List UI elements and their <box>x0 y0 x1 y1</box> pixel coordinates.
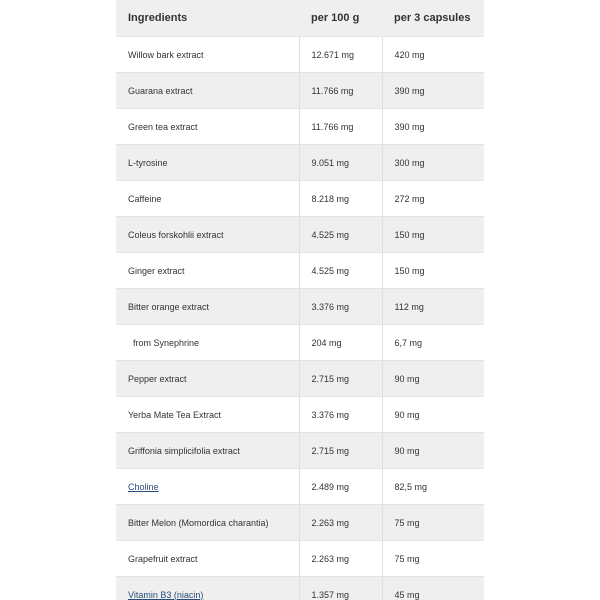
ingredient-name: from Synephrine <box>116 325 299 361</box>
amount-per-3-capsules: 6,7 mg <box>382 325 484 361</box>
ingredient-name: Griffonia simplicifolia extract <box>116 433 299 469</box>
amount-per-100g: 9.051 mg <box>299 145 382 181</box>
ingredient-name: Bitter Melon (Momordica charantia) <box>116 505 299 541</box>
amount-per-100g: 1.357 mg <box>299 577 382 600</box>
table-row <box>116 217 484 253</box>
amount-per-100g: 204 mg <box>299 325 382 361</box>
amount-per-3-capsules: 150 mg <box>382 217 484 253</box>
table-row <box>116 145 484 181</box>
ingredient-name: Coleus forskohlii extract <box>116 217 299 253</box>
amount-per-100g: 2.715 mg <box>299 433 382 469</box>
ingredient-name: Caffeine <box>116 181 299 217</box>
header-ingredients: Ingredients <box>116 0 299 37</box>
amount-per-100g: 12.671 mg <box>299 37 382 73</box>
table-row <box>116 397 484 433</box>
table-row <box>116 253 484 289</box>
amount-per-3-capsules: 82,5 mg <box>382 469 484 505</box>
ingredient-name: Bitter orange extract <box>116 289 299 325</box>
ingredients-table <box>116 0 484 600</box>
amount-per-100g: 2.263 mg <box>299 505 382 541</box>
amount-per-100g: 3.376 mg <box>299 397 382 433</box>
amount-per-3-capsules: 390 mg <box>382 109 484 145</box>
amount-per-3-capsules: 112 mg <box>382 289 484 325</box>
table-row <box>116 181 484 217</box>
amount-per-3-capsules: 420 mg <box>382 37 484 73</box>
header-per-100g: per 100 g <box>299 0 382 37</box>
amount-per-3-capsules: 90 mg <box>382 397 484 433</box>
table-row <box>116 505 484 541</box>
amount-per-100g: 2.715 mg <box>299 361 382 397</box>
table-row <box>116 73 484 109</box>
ingredient-name: Ginger extract <box>116 253 299 289</box>
ingredient-name-cell <box>116 577 299 600</box>
vitamin-b3-link[interactable]: Vitamin B3 (niacin) <box>128 589 204 600</box>
ingredient-name-cell <box>116 469 299 505</box>
amount-per-3-capsules: 390 mg <box>382 73 484 109</box>
ingredient-name: Yerba Mate Tea Extract <box>116 397 299 433</box>
ingredient-name: Grapefruit extract <box>116 541 299 577</box>
ingredient-name: L-tyrosine <box>116 145 299 181</box>
ingredient-name: Guarana extract <box>116 73 299 109</box>
amount-per-3-capsules: 45 mg <box>382 577 484 600</box>
table-row <box>116 109 484 145</box>
ingredient-name: Pepper extract <box>116 361 299 397</box>
ingredient-name: Willow bark extract <box>116 37 299 73</box>
ingredients-table-container <box>116 0 484 600</box>
amount-per-100g: 4.525 mg <box>299 253 382 289</box>
amount-per-3-capsules: 75 mg <box>382 505 484 541</box>
amount-per-3-capsules: 90 mg <box>382 361 484 397</box>
amount-per-3-capsules: 300 mg <box>382 145 484 181</box>
table-row <box>116 469 484 505</box>
amount-per-100g: 11.766 mg <box>299 109 382 145</box>
amount-per-3-capsules: 150 mg <box>382 253 484 289</box>
table-row <box>116 541 484 577</box>
amount-per-100g: 8.218 mg <box>299 181 382 217</box>
amount-per-3-capsules: 272 mg <box>382 181 484 217</box>
amount-per-3-capsules: 75 mg <box>382 541 484 577</box>
amount-per-100g: 2.263 mg <box>299 541 382 577</box>
amount-per-100g: 3.376 mg <box>299 289 382 325</box>
table-row <box>116 433 484 469</box>
table-row <box>116 325 484 361</box>
amount-per-100g: 2.489 mg <box>299 469 382 505</box>
header-per-3-capsules: per 3 capsules <box>382 0 484 37</box>
ingredient-name: Green tea extract <box>116 109 299 145</box>
table-row <box>116 577 484 600</box>
table-header-row <box>116 0 484 37</box>
table-row <box>116 361 484 397</box>
table-row <box>116 289 484 325</box>
amount-per-100g: 11.766 mg <box>299 73 382 109</box>
choline-link[interactable]: Choline <box>128 481 159 492</box>
table-row <box>116 37 484 73</box>
amount-per-3-capsules: 90 mg <box>382 433 484 469</box>
amount-per-100g: 4.525 mg <box>299 217 382 253</box>
